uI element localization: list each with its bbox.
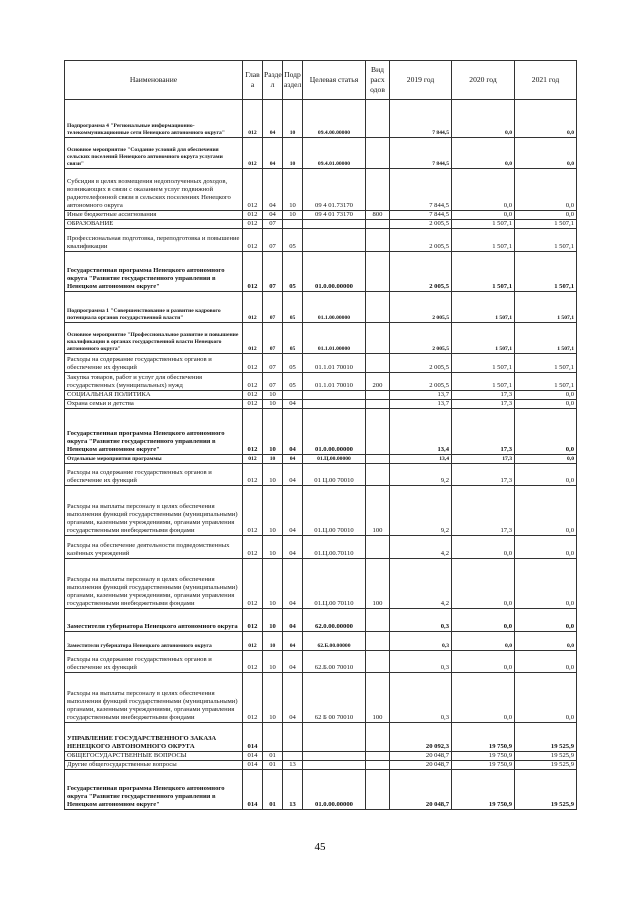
table-row	[65, 391, 577, 400]
cell-2019: 7 844,5	[390, 211, 452, 220]
cell-2020: 0,0	[452, 609, 515, 632]
cell-vid: 100	[366, 673, 390, 723]
cell-podrazdel: 04	[283, 486, 303, 536]
cell-statya: 01.1.00.00000	[303, 292, 366, 323]
cell-2020: 1 507,1	[452, 229, 515, 252]
header-statya: Целевая статья	[303, 61, 366, 100]
cell-2021: 19 525,9	[515, 770, 577, 810]
cell-statya: 01.1.01 70010	[303, 373, 366, 391]
cell-name: ОБЩЕГОСУДАРСТВЕННЫЕ ВОПРОСЫ	[65, 752, 243, 761]
table-row	[65, 373, 577, 391]
cell-2021: 1 507,1	[515, 373, 577, 391]
cell-glava: 012	[243, 455, 263, 464]
cell-2021: 0,0	[515, 486, 577, 536]
budget-document	[64, 60, 576, 810]
cell-2020: 17,3	[452, 464, 515, 486]
cell-glava: 012	[243, 391, 263, 400]
table-row	[65, 138, 577, 169]
cell-name: Заместители губернатора Ненецкого автономного округа	[65, 609, 243, 632]
cell-podrazdel: 04	[283, 559, 303, 609]
cell-name: Расходы на обеспечение деятельности подведомственных казённых учреждений	[65, 536, 243, 559]
cell-2019: 2 005,5	[390, 373, 452, 391]
cell-podrazdel: 05	[283, 323, 303, 354]
cell-vid	[366, 100, 390, 138]
cell-glava: 012	[243, 169, 263, 211]
cell-2020: 1 507,1	[452, 292, 515, 323]
cell-razdel: 10	[263, 455, 283, 464]
cell-glava: 014	[243, 761, 263, 770]
cell-podrazdel: 04	[283, 400, 303, 409]
cell-razdel: 10	[263, 609, 283, 632]
cell-2019: 0,3	[390, 632, 452, 651]
cell-razdel: 07	[263, 354, 283, 373]
cell-vid	[366, 761, 390, 770]
cell-razdel: 10	[263, 391, 283, 400]
cell-razdel: 04	[263, 138, 283, 169]
cell-podrazdel	[283, 220, 303, 229]
cell-vid	[366, 632, 390, 651]
cell-2019: 7 844,5	[390, 169, 452, 211]
cell-2019: 4,2	[390, 536, 452, 559]
cell-glava: 012	[243, 220, 263, 229]
cell-statya: 01.1.01 70010	[303, 354, 366, 373]
cell-razdel: 10	[263, 464, 283, 486]
table-row	[65, 609, 577, 632]
table-row	[65, 229, 577, 252]
cell-razdel: 07	[263, 229, 283, 252]
cell-vid: 200	[366, 373, 390, 391]
cell-2020: 17,3	[452, 409, 515, 455]
cell-glava: 012	[243, 138, 263, 169]
cell-statya	[303, 400, 366, 409]
cell-name: Субсидия в целях возмещения недополученных доходов, возникающих в связи с оказанием услуг подвижной радиотелефонной связи в сельских поселениях Ненецкого автономного округа	[65, 169, 243, 211]
cell-name: Основное мероприятие "Создание условий для обеспечения сельских поселений Ненецкого автономного округа услугами связи"	[65, 138, 243, 169]
cell-glava: 012	[243, 323, 263, 354]
table-header	[65, 61, 577, 100]
cell-podrazdel: 13	[283, 770, 303, 810]
cell-2019: 0,3	[390, 609, 452, 632]
cell-statya: 62.Б.00 70010	[303, 651, 366, 673]
cell-glava: 012	[243, 486, 263, 536]
cell-2021: 19 525,9	[515, 752, 577, 761]
table-row	[65, 169, 577, 211]
cell-vid	[366, 252, 390, 292]
cell-2019: 13,7	[390, 400, 452, 409]
cell-name: Иные бюджетные ассигнования	[65, 211, 243, 220]
cell-2019: 20 048,7	[390, 752, 452, 761]
cell-vid: 100	[366, 559, 390, 609]
header-vid: Вид расх одов	[366, 61, 390, 100]
cell-2020: 1 507,1	[452, 354, 515, 373]
cell-2021: 0,0	[515, 559, 577, 609]
cell-2020: 17,3	[452, 400, 515, 409]
header-2021: 2021 год	[515, 61, 577, 100]
cell-name: Подпрограмма 1 "Совершенствование и развитие кадрового потенциала органов государственной власти"	[65, 292, 243, 323]
cell-2021: 1 507,1	[515, 252, 577, 292]
cell-2021: 0,0	[515, 455, 577, 464]
cell-glava: 012	[243, 673, 263, 723]
cell-name: Расходы на содержание государственных органов и обеспечение их функций	[65, 651, 243, 673]
cell-vid	[366, 354, 390, 373]
cell-statya: 09 4 01.73170	[303, 169, 366, 211]
table-row	[65, 770, 577, 810]
table-row	[65, 752, 577, 761]
cell-2020: 0,0	[452, 138, 515, 169]
cell-razdel: 04	[263, 211, 283, 220]
cell-name: Государственная программа Ненецкого автономного округа "Развитие государственного управления в Ненецком автономном округе"	[65, 770, 243, 810]
table-row	[65, 252, 577, 292]
header-glava: Глав а	[243, 61, 263, 100]
cell-2021: 0,0	[515, 609, 577, 632]
cell-statya: 62.Б.00.00000	[303, 632, 366, 651]
cell-2020: 17,3	[452, 486, 515, 536]
cell-glava: 012	[243, 292, 263, 323]
cell-podrazdel: 05	[283, 373, 303, 391]
cell-podrazdel: 10	[283, 169, 303, 211]
cell-name: Расходы на содержание государственных органов и обеспечение их функций	[65, 464, 243, 486]
cell-razdel: 07	[263, 292, 283, 323]
cell-vid	[366, 536, 390, 559]
cell-2019: 2 005,5	[390, 323, 452, 354]
cell-name: Основное мероприятие "Профессиональное развитие и повышение квалификации в органах государственной власти Ненецкого автономного округа"	[65, 323, 243, 354]
cell-2021: 0,0	[515, 138, 577, 169]
cell-2020: 17,3	[452, 391, 515, 400]
cell-2019: 4,2	[390, 559, 452, 609]
cell-podrazdel: 05	[283, 252, 303, 292]
cell-vid	[366, 752, 390, 761]
cell-2019: 13,4	[390, 455, 452, 464]
page-number: 45	[314, 841, 326, 853]
cell-glava: 012	[243, 559, 263, 609]
cell-2021: 0,0	[515, 100, 577, 138]
cell-name: Расходы на выплаты персоналу в целях обеспечения выполнения функций государственными (муниципальными) органами, казенными учреждениями, органами управления государственными внебюджетными фондами	[65, 673, 243, 723]
cell-razdel: 01	[263, 752, 283, 761]
cell-podrazdel: 04	[283, 632, 303, 651]
cell-glava: 014	[243, 752, 263, 761]
cell-2019: 2 005,5	[390, 354, 452, 373]
cell-podrazdel: 04	[283, 455, 303, 464]
cell-2020: 0,0	[452, 211, 515, 220]
cell-name: Государственная программа Ненецкого автономного округа "Развитие государственного управления в Ненецком автономном округе"	[65, 409, 243, 455]
cell-statya: 01.0.00.00000	[303, 409, 366, 455]
cell-statya	[303, 723, 366, 752]
cell-glava: 012	[243, 609, 263, 632]
cell-statya: 62.0.00.00000	[303, 609, 366, 632]
cell-glava: 012	[243, 252, 263, 292]
cell-2020: 19 750,9	[452, 770, 515, 810]
cell-statya: 09 4 01 73170	[303, 211, 366, 220]
cell-2020: 17,3	[452, 455, 515, 464]
cell-razdel: 10	[263, 559, 283, 609]
table-row	[65, 220, 577, 229]
cell-razdel	[263, 723, 283, 752]
cell-statya	[303, 229, 366, 252]
cell-statya: 01.Ц.00.00000	[303, 455, 366, 464]
table-row	[65, 400, 577, 409]
cell-2019: 9,2	[390, 486, 452, 536]
cell-2021: 0,0	[515, 391, 577, 400]
cell-razdel: 07	[263, 220, 283, 229]
cell-2021: 0,0	[515, 673, 577, 723]
cell-glava: 012	[243, 100, 263, 138]
cell-podrazdel: 04	[283, 464, 303, 486]
cell-2019: 20 092,3	[390, 723, 452, 752]
cell-2021: 19 525,9	[515, 723, 577, 752]
table-row	[65, 559, 577, 609]
cell-2019: 13,7	[390, 391, 452, 400]
cell-name: Охрана семьи и детства	[65, 400, 243, 409]
cell-podrazdel: 10	[283, 211, 303, 220]
cell-name: СОЦИАЛЬНАЯ ПОЛИТИКА	[65, 391, 243, 400]
cell-2021: 1 507,1	[515, 220, 577, 229]
cell-2020: 1 507,1	[452, 323, 515, 354]
cell-vid	[366, 770, 390, 810]
cell-statya	[303, 220, 366, 229]
cell-razdel: 10	[263, 651, 283, 673]
cell-2019: 2 005,5	[390, 292, 452, 323]
cell-vid: 100	[366, 486, 390, 536]
cell-name: Расходы на выплаты персоналу в целях обеспечения выполнения функций государственными (муниципальными) органами, казенными учреждениями, органами управления государственными внебюджетными фондами	[65, 559, 243, 609]
cell-glava: 012	[243, 632, 263, 651]
cell-podrazdel: 05	[283, 229, 303, 252]
table-row	[65, 651, 577, 673]
cell-razdel: 10	[263, 632, 283, 651]
header-razdel: Разде л	[263, 61, 283, 100]
cell-statya: 01.0.00.00000	[303, 770, 366, 810]
cell-2020: 0,0	[452, 632, 515, 651]
table-row	[65, 761, 577, 770]
cell-statya: 09.4.00.00000	[303, 100, 366, 138]
cell-glava: 012	[243, 536, 263, 559]
table-row	[65, 464, 577, 486]
cell-statya: 01.Ц.00 70010	[303, 486, 366, 536]
cell-2019: 13,4	[390, 409, 452, 455]
cell-2019: 7 844,5	[390, 100, 452, 138]
cell-vid	[366, 651, 390, 673]
cell-name: ОБРАЗОВАНИЕ	[65, 220, 243, 229]
cell-podrazdel: 05	[283, 354, 303, 373]
cell-razdel: 07	[263, 252, 283, 292]
cell-podrazdel: 04	[283, 651, 303, 673]
cell-vid	[366, 464, 390, 486]
cell-2020: 0,0	[452, 100, 515, 138]
cell-glava: 012	[243, 464, 263, 486]
table-row	[65, 211, 577, 220]
cell-name: Расходы на выплаты персоналу в целях обеспечения выполнения функций государственными (муниципальными) органами, казенными учреждениями, органами управления государственными внебюджетными фондами	[65, 486, 243, 536]
cell-2020: 19 750,9	[452, 723, 515, 752]
cell-glava: 012	[243, 409, 263, 455]
table-row	[65, 409, 577, 455]
cell-2020: 0,0	[452, 651, 515, 673]
cell-name: Отдельные мероприятия программы	[65, 455, 243, 464]
cell-name: Закупка товаров, работ и услуг для обеспечения государственных (муниципальных) нужд	[65, 373, 243, 391]
cell-razdel: 10	[263, 673, 283, 723]
cell-2020: 1 507,1	[452, 252, 515, 292]
cell-razdel: 07	[263, 323, 283, 354]
cell-2021: 0,0	[515, 169, 577, 211]
cell-2021: 19 525,9	[515, 761, 577, 770]
cell-razdel: 07	[263, 373, 283, 391]
budget-table	[64, 60, 577, 810]
cell-razdel: 10	[263, 486, 283, 536]
cell-2020: 0,0	[452, 673, 515, 723]
cell-podrazdel: 10	[283, 100, 303, 138]
cell-2021: 0,0	[515, 632, 577, 651]
cell-vid	[366, 391, 390, 400]
header-2019: 2019 год	[390, 61, 452, 100]
cell-name: Другие общегосударственные вопросы	[65, 761, 243, 770]
table-body	[65, 100, 577, 810]
cell-podrazdel: 04	[283, 609, 303, 632]
cell-2021: 1 507,1	[515, 323, 577, 354]
cell-2019: 2 005,5	[390, 229, 452, 252]
table-row	[65, 673, 577, 723]
cell-name: Государственная программа Ненецкого автономного округа "Развитие государственного управления в Ненецком автономном округе"	[65, 252, 243, 292]
cell-vid	[366, 169, 390, 211]
cell-vid	[366, 455, 390, 464]
cell-podrazdel: 05	[283, 292, 303, 323]
cell-2019: 20 048,7	[390, 761, 452, 770]
cell-2019: 7 844,5	[390, 138, 452, 169]
cell-glava: 014	[243, 723, 263, 752]
cell-2020: 19 750,9	[452, 761, 515, 770]
cell-statya: 62 Б 00 70010	[303, 673, 366, 723]
cell-vid	[366, 409, 390, 455]
cell-2020: 0,0	[452, 536, 515, 559]
cell-2019: 9,2	[390, 464, 452, 486]
cell-razdel: 04	[263, 100, 283, 138]
cell-statya	[303, 391, 366, 400]
cell-vid	[366, 220, 390, 229]
table-row	[65, 455, 577, 464]
cell-statya: 01 Ц.00 70010	[303, 464, 366, 486]
table-row	[65, 536, 577, 559]
cell-razdel: 01	[263, 770, 283, 810]
cell-2021: 1 507,1	[515, 229, 577, 252]
cell-vid	[366, 400, 390, 409]
cell-podrazdel: 04	[283, 409, 303, 455]
cell-vid	[366, 723, 390, 752]
cell-razdel: 10	[263, 536, 283, 559]
cell-2021: 1 507,1	[515, 292, 577, 323]
cell-glava: 012	[243, 229, 263, 252]
cell-2021: 0,0	[515, 651, 577, 673]
cell-podrazdel: 04	[283, 536, 303, 559]
cell-statya: 09.4.01.00000	[303, 138, 366, 169]
cell-vid	[366, 292, 390, 323]
cell-razdel: 01	[263, 761, 283, 770]
cell-2021: 0,0	[515, 409, 577, 455]
cell-2019: 0,3	[390, 673, 452, 723]
cell-2020: 1 507,1	[452, 220, 515, 229]
cell-vid	[366, 229, 390, 252]
cell-2020: 0,0	[452, 169, 515, 211]
cell-podrazdel: 13	[283, 761, 303, 770]
cell-statya: 01.Ц.00.70110	[303, 536, 366, 559]
cell-2019: 2 005,5	[390, 252, 452, 292]
table-row	[65, 292, 577, 323]
cell-vid	[366, 323, 390, 354]
cell-2021: 0,0	[515, 536, 577, 559]
cell-2019: 20 048,7	[390, 770, 452, 810]
cell-statya	[303, 761, 366, 770]
cell-statya	[303, 752, 366, 761]
cell-2021: 1 507,1	[515, 354, 577, 373]
cell-2020: 19 750,9	[452, 752, 515, 761]
cell-glava: 012	[243, 373, 263, 391]
cell-2020: 0,0	[452, 559, 515, 609]
table-row	[65, 723, 577, 752]
header-podrazdel: Подр аздел	[283, 61, 303, 100]
cell-glava: 012	[243, 651, 263, 673]
cell-name: Расходы на содержание государственных органов и обеспечение их функций	[65, 354, 243, 373]
cell-2021: 0,0	[515, 211, 577, 220]
table-row	[65, 632, 577, 651]
cell-2021: 0,0	[515, 400, 577, 409]
table-row	[65, 100, 577, 138]
cell-2019: 0,3	[390, 651, 452, 673]
cell-podrazdel	[283, 391, 303, 400]
cell-2020: 1 507,1	[452, 373, 515, 391]
cell-vid: 800	[366, 211, 390, 220]
cell-statya: 01.Ц.00 70110	[303, 559, 366, 609]
table-row	[65, 486, 577, 536]
header-name: Наименование	[65, 61, 243, 100]
cell-name: УПРАВЛЕНИЕ ГОСУДАРСТВЕННОГО ЗАКАЗА НЕНЕЦКОГО АВТОНОМНОГО ОКРУГА	[65, 723, 243, 752]
cell-vid	[366, 138, 390, 169]
cell-statya: 01.0.00.00000	[303, 252, 366, 292]
header-2020: 2020 год	[452, 61, 515, 100]
cell-glava: 014	[243, 770, 263, 810]
cell-podrazdel	[283, 723, 303, 752]
cell-podrazdel	[283, 752, 303, 761]
cell-statya: 01.1.01.00000	[303, 323, 366, 354]
cell-name: Профессиональная подготовка, переподготовка и повышение квалификации	[65, 229, 243, 252]
cell-razdel: 10	[263, 400, 283, 409]
cell-razdel: 04	[263, 169, 283, 211]
cell-podrazdel: 04	[283, 673, 303, 723]
cell-podrazdel: 10	[283, 138, 303, 169]
table-row	[65, 354, 577, 373]
cell-glava: 012	[243, 354, 263, 373]
table-row	[65, 323, 577, 354]
cell-2019: 2 005,5	[390, 220, 452, 229]
cell-2021: 0,0	[515, 464, 577, 486]
cell-vid	[366, 609, 390, 632]
cell-razdel: 10	[263, 409, 283, 455]
cell-glava: 012	[243, 400, 263, 409]
cell-glava: 012	[243, 211, 263, 220]
cell-name: Подпрограмма 4 "Региональные информационно-телекоммуникационные сети Ненецкого автономного округа"	[65, 100, 243, 138]
cell-name: Заместители губернатора Ненецкого автономного округа	[65, 632, 243, 651]
